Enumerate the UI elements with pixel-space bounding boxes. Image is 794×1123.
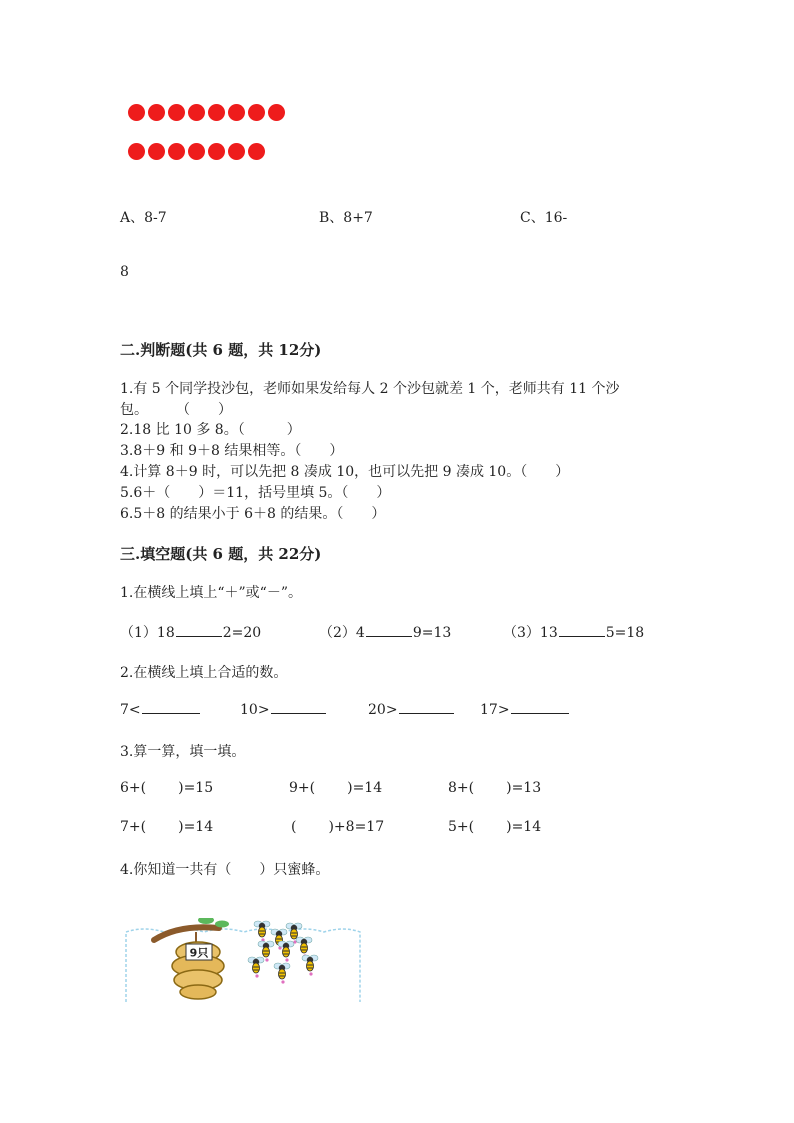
dot-row-2	[128, 143, 265, 160]
red-dot	[268, 104, 285, 121]
option-c-continued: 8	[120, 264, 129, 280]
answer-blank[interactable]	[176, 635, 222, 637]
answer-blank[interactable]	[399, 712, 454, 714]
fill-q1-item: （2）4 9=13	[319, 625, 452, 641]
option-b: B、8+7	[319, 210, 373, 226]
red-dot	[228, 104, 245, 121]
fill-q4-prompt: 4.你知道一共有（ ）只蜜蜂。	[120, 862, 330, 878]
hive-label: 9只	[189, 946, 209, 960]
bee-hive-illustration	[124, 918, 364, 1004]
red-dot	[168, 143, 185, 160]
bee-icon	[302, 955, 318, 976]
calc-item: 5+( )=14	[448, 819, 542, 835]
bee-icon	[274, 963, 290, 984]
calc-item: 9+( )=14	[289, 780, 383, 796]
answer-blank[interactable]	[142, 712, 200, 714]
calc-item: 8+( )=13	[448, 780, 542, 796]
fill-q2-item: 7<	[120, 702, 201, 718]
bee-icon	[296, 937, 312, 958]
bees-group	[248, 921, 318, 984]
red-dot	[188, 104, 205, 121]
answer-blank[interactable]	[559, 635, 605, 637]
bee-icon	[248, 957, 264, 978]
beehive-icon	[172, 942, 224, 999]
judge-item-1-cont: 包。 （ ）	[120, 402, 232, 418]
fill-q2-item: 10>	[240, 702, 327, 718]
red-dot	[208, 143, 225, 160]
red-dot	[128, 143, 145, 160]
fill-q1-item: （3）13 5=18	[503, 625, 645, 641]
red-dot	[148, 143, 165, 160]
judge-item-2: 2.18 比 10 多 8。（ ）	[120, 422, 301, 438]
judge-item-1: 1.有 5 个同学投沙包，老师如果发给每人 2 个沙包就差 1 个，老师共有 11 个沙	[120, 381, 620, 397]
option-a: A、8-7	[120, 210, 167, 226]
red-dot	[188, 143, 205, 160]
red-dot	[228, 143, 245, 160]
bee-icon	[278, 941, 294, 962]
calc-item: 7+( )=14	[120, 819, 214, 835]
red-dot	[168, 104, 185, 121]
judge-item-4: 4.计算 8＋9 时，可以先把 8 凑成 10，也可以先把 9 凑成 10。（ ）	[120, 464, 570, 480]
red-dot	[248, 104, 265, 121]
answer-blank[interactable]	[511, 712, 569, 714]
fill-q2-prompt: 2.在横线上填上合适的数。	[120, 665, 288, 681]
judge-item-3: 3.8＋9 和 9＋8 结果相等。（ ）	[120, 443, 344, 459]
fill-q3-prompt: 3.算一算，填一填。	[120, 744, 246, 760]
answer-blank[interactable]	[271, 712, 326, 714]
red-dot	[208, 104, 225, 121]
red-dot	[248, 143, 265, 160]
leaf-icon	[198, 918, 214, 924]
branch-icon	[154, 927, 219, 940]
calc-item: ( )+8=17	[291, 819, 385, 835]
calc-item: 6+( )=15	[120, 780, 214, 796]
judge-item-5: 5.6＋（ ）＝11，括号里填 5。（ ）	[120, 485, 391, 501]
bee-icon	[254, 921, 270, 942]
fill-q2-item: 17>	[480, 702, 570, 718]
red-dot	[128, 104, 145, 121]
red-dot	[148, 104, 165, 121]
answer-blank[interactable]	[366, 635, 412, 637]
section-2-title: 二.判断题(共 6 题，共 12分)	[120, 341, 322, 359]
fill-q2-item: 20>	[368, 702, 455, 718]
fill-q1-item: （1）18 2=20	[120, 625, 262, 641]
fill-q1-prompt: 1.在横线上填上“＋”或“－”。	[120, 585, 302, 601]
section-3-title: 三.填空题(共 6 题，共 22分)	[120, 545, 322, 563]
option-c: C、16-	[520, 210, 568, 226]
judge-item-6: 6.5＋8 的结果小于 6＋8 的结果。（ ）	[120, 506, 386, 522]
dot-row-1	[128, 104, 285, 121]
